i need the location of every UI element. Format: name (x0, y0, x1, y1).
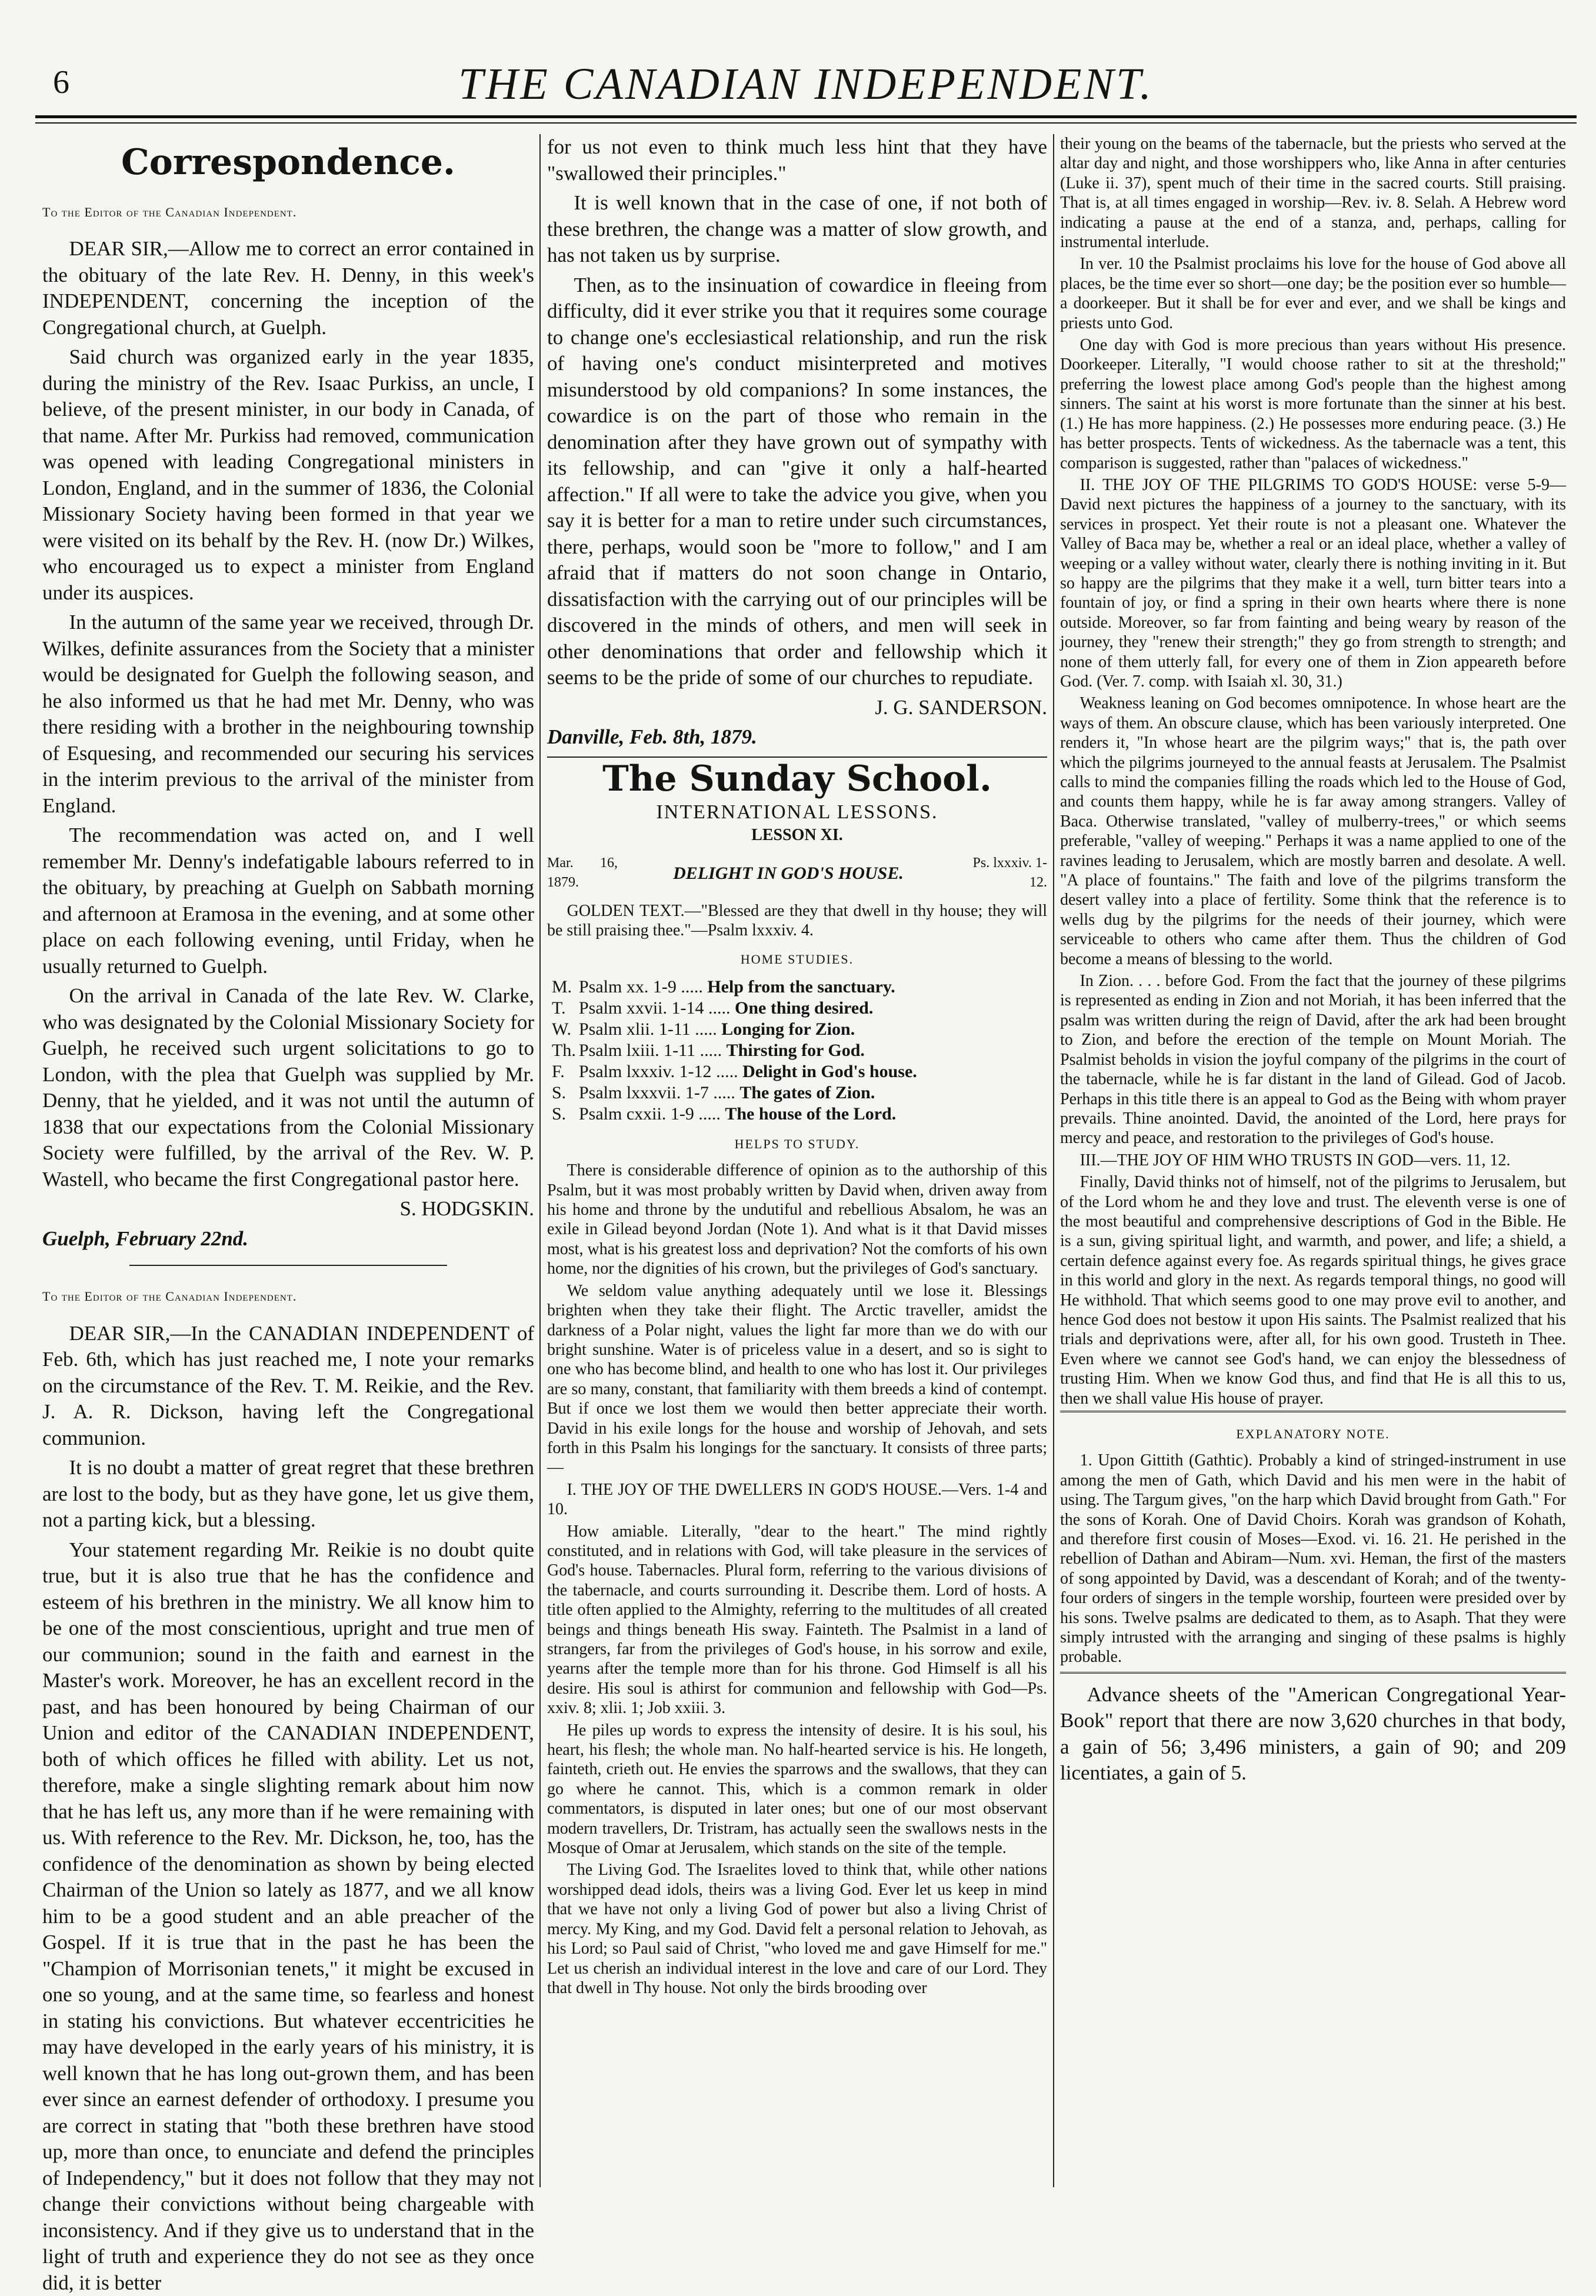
study-item: M. Psalm xx. 1-9 ..... Help from the sanctuary. (552, 977, 1047, 998)
lesson-number: LESSON XI. (547, 825, 1047, 845)
helps-paragraph: Finally, David thinks not of himself, not of the pilgrims to Jerusalem, but of the Lord whom he and they love and trust. The eleventh verse is one of the most beautiful and comprehensive descriptions of God in the Bible. He is a sun, giving spiritual light, and warmth, and power, and life; a shield, a certain defence against every foe. As regards spiritual things, he gives grace in this world and glory in the next. As regards temporal things, no good will He withhold. That which seems good to one may prove evil to another, and hence God does not bestow it upon His saints. The Psalmist realized that his trials and deprivations were, after all, for his own good. Trusteth in Thee. Even where we cannot see God's hand, we can enjoy the blessedness of trusting Him. When we know God thus, and find that He is all this to us, then we shall value His house of prayer. (1060, 1172, 1566, 1408)
helps-paragraph: III.—THE JOY OF HIM WHO TRUSTS IN GOD—vers. 11, 12. (1060, 1151, 1566, 1170)
correspondence-title: Correspondence. (42, 149, 534, 176)
study-item: F. Psalm lxxxiv. 1-12 ..... Delight in God's house. (552, 1061, 1047, 1082)
helps-paragraph: In Zion. . . . before God. From the fact that the journey of these pilgrims is represented as ending in Zion and not Moriah, it has been inferred that the psalm was written during the reign of David, after the ark had been brought to Zion, and before the erection of the temple on Mount Moriah. The Psalmist beholds in vision the joyful company of the pilgrims in the court of the tabernacle, while he is far distant in the land of Gilead. God of Jacob. Perhaps in this title there is an appeal to God as the Being with whom prayer prevails. Thine anointed. David, the anointed of the Lord, here prays for mercy and peace, and restoration to the privileges of God's house. (1060, 971, 1566, 1148)
explanatory-note-box (1060, 1411, 1566, 1674)
helps-paragraph: their young on the beams of the tabernacle, but the priests who served at the altar day and night, and those worshippers who, like Anna in after centuries (Luke ii. 37), spent much of their time in the sacred courts. Still praising. That is, at all times engaged in worship—Rev. iv. 8. Selah. A Hebrew word indicating a pause at the end of a stanza, and, perhaps, calling for instrumental interlude. (1060, 134, 1566, 252)
page-header (35, 59, 1577, 118)
explanatory-note: 1. Upon Gittith (Gathtic). Probably a kind of stringed-instrument in use among the men of Gath, which David and his men were in the habit of using. The Targum gives, "on the harp which David brought from Gath." For the sons of Korah. One of David Choirs. Korah was grandson of Kohath, and therefore first cousin of Moses—Exod. vi. 16. 21. He perished in the rebellion of Dathan and Abiram—Num. xvi. Heman, the first of the masters of song appointed by David, was a descendant of Korah; and of the twenty-four orders of singers in the temple worship, fourteen were presided over by his sons. Twelve psalms are dedicated to them, as to Asaph. That they were simply intrusted with the arranging and singing of these psalms is highly probable. (1060, 1451, 1566, 1667)
study-item: T. Psalm xxvii. 1-14 ..... One thing desired. (552, 998, 1047, 1019)
golden-text: GOLDEN TEXT.—"Blessed are they that dwell in thy house; they will be still praising thee."—Psalm lxxxiv. 4. (547, 901, 1047, 941)
letter-paragraph: The recommendation was acted on, and I well remember Mr. Denny's indefatigable labours referred to in the obituary, by preaching at Guelph on Sabbath morning and afternoon at Eramosa in the evening, and at some other place on each following evening, until Friday, when he usually returned to Guelph. (42, 822, 534, 979)
advance-sheets-notice: Advance sheets of the "American Congregational Year-Book" report that there are now 3,620 churches in that body, a gain of 56; 3,496 ministers, a gain of 90; and 209 licentiates, a gain of 5. (1060, 1682, 1566, 1787)
letter-paragraph: Then, as to the insinuation of cowardice in fleeing from difficulty, did it ever strike you that it requires some courage to change one's ecclesiastical relationship, and run the risk of having one's conduct misinterpreted and motives misunderstood by old companions? In some instances, the cowardice is on the part of those who remain in the denomination after they have grown out of sympathy with its fellowship, and can "give it only a half-hearted affection." If all were to take the advice you give, when you say it is better for a man to retire under such circumstances, there, perhaps, would soon be "more to follow," and I am afraid that if matters do not soon change in Ontario, dissatisfaction with the carrying out of our principles will be discovered in the minds of others, and men will seek in other denominations that order and fellowship which it seems to be the pride of some of our churches to repudiate. (547, 272, 1047, 691)
home-studies-heading: HOME STUDIES. (547, 949, 1047, 969)
helps-heading: HELPS TO STUDY. (547, 1134, 1047, 1154)
column-2 (547, 134, 1047, 2205)
explanatory-note-heading: EXPLANATORY NOTE. (1060, 1424, 1566, 1444)
letter-paragraph: DEAR SIR,—In the CANADIAN INDEPENDENT of Feb. 6th, which has just reached me, I note your remarks on the circumstance of the Rev. T. M. Reikie, and the Rev. J. A. R. Dickson, having left the Congregational communion. (42, 1321, 534, 1452)
letter-paragraph: In the autumn of the same year we received, through Dr. Wilkes, definite assurances from the Society that a minister would be designated for Guelph the following season, and he also informed us that he had met Mr. Denny, who was there residing with a brother in the neighbouring township of Esquesing, and recommended our securing his services in the interim previous to the arrival of the minister from England. (42, 609, 534, 819)
helps-paragraph: Weakness leaning on God becomes omnipotence. In whose heart are the ways of them. An obscure clause, which has been variously interpreted. One renders it, "In whose heart are the pilgrim ways;" that is, the path over which the pilgrims journeyed to the annual feasts at Jerusalem. The Psalmist calls to mind the companies filling the roads which led to the House of God, and counts them happy, while he is far away among strangers. Valley of Baca. Otherwise translated, "valley of mulberry-trees," or which seems preferable, "valley of weeping." Perhaps it was a name applied to one of the ravines leading to Jerusalem, which are mostly barren and desolate. A well. "A place of fountains." The faith and love of the pilgrims transform the desert valley into a place of fertility. Some think that the reference is to wells dug by the pilgrims for the needs of their journey, which were serviceable to others who came after them. Thus the children of God become a means of blessing to the world. (1060, 694, 1566, 969)
study-item: W. Psalm xlii. 1-11 ..... Longing for Zion. (552, 1019, 1047, 1040)
letter-dateline: Danville, Feb. 8th, 1879. (547, 724, 1047, 751)
letter-paragraph: On the arrival in Canada of the late Rev. W. Clarke, who was designated by the Colonial Missionary Society for Guelph, he received such urgent solicitations to go to London, with the plea that Guelph was supplied by Mr. Denny, that he yielded, and it was not until the autumn of 1838 that our expectations from the Colonial Missionary Society were fulfilled, by the arrival of the Rev. W. P. Wastell, who became the first Congregational pastor here. (42, 983, 534, 1192)
helps-paragraph: He piles up words to express the intensity of desire. It is his soul, his heart, his flesh; the whole man. No half-hearted service is his. He longeth, fainteth, crieth out. He envies the sparrows and the swallows, that they can go where he cannot. This, which is a common remark in older commentators, is disputed in later ones; but one of our most observant modern travellers, Dr. Tristram, has actually seen the swallows nests in the Mosque of Omar at Jerusalem, which stands on the site of the temple. (547, 1721, 1047, 1858)
lesson-title: DELIGHT IN GOD'S HOUSE. (673, 864, 904, 883)
lesson-date: Mar. 16, 1879. (547, 854, 618, 893)
letter-signature: S. HODGSKIN. (42, 1196, 534, 1222)
study-item: Th. Psalm lxiii. 1-11 ..... Thirsting for God. (552, 1040, 1047, 1061)
lesson-block (547, 802, 1047, 1998)
helps-paragraph: We seldom value anything adequately until we lose it. Blessings brighten when they take their flight. The Arctic traveller, amidst the darkness of a Polar night, values the light far more than we do with our bright sunshine. Water is of priceless value in a desert, and so is sight to one who has become blind, and health to one who has lost it. Our privileges are so many, constant, that familiarity with them breeds a kind of contempt. But if once we lost them we would then better appreciate their worth. David in his exile longs for the house and worship of Jehovah, and sets forth in this Psalm his longings for the sanctuary. It consists of three parts;— (547, 1281, 1047, 1478)
helps-paragraph: How amiable. Literally, "dear to the heart." The mind rightly constituted, and in relations with God, will take pleasure in the services of God's house. Tabernacles. Plural form, referring to the various divisions of the tabernacle, and courts surrounding it. Describe them. Lord of hosts. A title often applied to the Almighty, referring to the multitudes of all created beings and things beneath His sway. Fainteth. The Psalmist in a land of strangers, far from the privileges of God's house, in his sorrow and exile, yearns after the temple more than for his throne. God Himself is all his desire. His soul is athirst for communion and fellowship with God—Ps. xxiv. 8; xlii. 1; Job xxiii. 3. (547, 1522, 1047, 1718)
divider (129, 1265, 447, 1266)
column-3 (1060, 134, 1566, 2205)
study-item: S. Psalm cxxii. 1-9 ..... The house of the Lord. (552, 1104, 1047, 1125)
helps-paragraph: One day with God is more precious than years without His presence. Doorkeeper. Literally, "I would choose rather to sit at the threshold;" preferring the lowest place among God's people than the highest among sinners. The saint at his worst is more fortunate than the sinner at his best. (1.) He has more happiness. (2.) He possesses more enduring peace. (3.) He has better prospects. Tents of wickedness. As the tabernacle was a tent, this comparison is suggested, rather than "palaces of wickedness." (1060, 335, 1566, 473)
header-rule-thin (35, 122, 1577, 124)
helps-paragraph: There is considerable difference of opinion as to the authorship of this Psalm, but it was most probably written by David when, driven away from his home and throne by the undutiful and rebellious Absalom, he was an exile in Gilead beyond Jordan (Note 1). And what is it that David misses most, what is his greatest loss and deprivation? Not the comforts of his own home, nor the dignities of his crown, but the privileges of God's sanctuary. (547, 1161, 1047, 1278)
lessons-heading: INTERNATIONAL LESSONS. (547, 802, 1047, 822)
letter-dateline: Guelph, February 22nd. (42, 1226, 534, 1252)
lesson-reference: Ps. lxxxiv. 1-12. (959, 854, 1047, 893)
section-rule (547, 757, 1047, 758)
home-studies-list (552, 977, 1047, 1125)
letter-addressee: To the Editor of the Canadian Independent. (42, 1284, 534, 1310)
letter-signature: J. G. SANDERSON. (547, 695, 1047, 721)
helps-paragraph: I. THE JOY OF THE DWELLERS IN GOD'S HOUSE.—Vers. 1-4 and 10. (547, 1480, 1047, 1519)
letter-paragraph: It is well known that in the case of one, if not both of these brethren, the change was a matter of slow growth, and has not taken us by surprise. (547, 190, 1047, 269)
study-item: S. Psalm lxxxvii. 1-7 ..... The gates of Zion. (552, 1082, 1047, 1104)
letter-paragraph: Your statement regarding Mr. Reikie is no doubt quite true, but it is also true that he has the confidence and esteem of his brethren in the ministry. We all know him to be one of the most conscientious, upright and true men of our communion; sound in the faith and earnest in the Master's work. Moreover, he has an excellent record in the past, and has been honoured by being Chairman of our Union and editor of the CANADIAN INDEPENDENT, both of which offices he filled with ability. Let us not, therefore, make a single slighting remark about him now that he has left us, any more than if he were remaining with us. With reference to the Rev. Mr. Dickson, he, too, has the confidence of the denomination as shown by being elected Chairman of the Union so lately as 1877, and we all know him to be a good student and an able preacher of the Gospel. If it is true that in the past he has been the "Champion of Morrisonian tenets," it might be excused in one so young, and at the same time, so fearless and honest in stating his convictions. But whatever eccentricities he may have developed in the early years of his ministry, it is well known that he has long out-grown them, and has been ever since an earnest defender of orthodoxy. I presume you are correct in stating that "both these brethren have stood up, more than once, to enunciate and defend the principles of Independency," but it does not follow that they may not change their convictions without being chargeable with inconsistency. And if they give us to understand that in the light of truth and experience they do not see as they once did, it is better (42, 1537, 534, 2296)
column-divider (1053, 134, 1054, 2187)
helps-paragraph: In ver. 10 the Psalmist proclaims his love for the house of God above all places, be the time ever so short—one day; be the position ever so humble—a doorkeeper. But it shall be for ever and ever, and we shall be kings and priests unto God. (1060, 254, 1566, 333)
letter-paragraph: It is no doubt a matter of great regret that these brethren are lost to the body, but as they have gone, let us give them, not a parting kick, but a blessing. (42, 1455, 534, 1534)
sunday-school-title: The Sunday School. (547, 766, 1047, 792)
letter-paragraph: for us not even to think much less hint that they have "swallowed their principles." (547, 134, 1047, 186)
helps-paragraph: The Living God. The Israelites loved to think that, while other nations worshipped dead idols, theirs was a living God. Ever let us keep in mind that we have not only a living God of power but also a living Christ of mercy. My King, and my God. David felt a personal relation to Jehovah, as his Lord; so Paul said of Christ, "who loved me and gave Himself for me." Let us cherish an individual interest in the love and care of our Lord. They that dwell in Thy house. Not only the birds brooding over (547, 1860, 1047, 1998)
lesson-line (547, 854, 1047, 893)
page-number: 6 (53, 64, 69, 101)
letter-addressee: To the Editor of the Canadian Independent. (42, 199, 534, 226)
letter-paragraph: Said church was organized early in the year 1835, during the ministry of the Rev. Isaac Purkiss, an uncle, I believe, of the present minister, in our body in Canada, of that name. After Mr. Purkiss had removed, communication was opened with leading Congregational ministers in London, England, and in the summer of 1836, the Colonial Missionary Society having been formed in that year we were visited on its behalf by the Rev. H. (now Dr.) Wilkes, who encouraged us to expect a minister from England under its auspices. (42, 344, 534, 606)
column-divider (539, 134, 541, 2187)
column-1 (42, 134, 534, 2199)
masthead: THE CANADIAN INDEPENDENT. (35, 59, 1577, 110)
helps-continued (1060, 134, 1566, 1674)
letter-paragraph: DEAR SIR,—Allow me to correct an error contained in the obituary of the late Rev. H. Denny, in this week's INDEPENDENT, concerning the inception of the Congregational church, at Guelph. (42, 236, 534, 341)
header-rule (35, 115, 1577, 118)
helps-paragraph: II. THE JOY OF THE PILGRIMS TO GOD'S HOUSE: verse 5-9—David next pictures the happiness of a journey to the sanctuary, with its services in prospect. Yet their route is not a pleasant one. Whatever the Valley of Baca may be, whether a real or an ideal place, whether a valley of weeping or a valley without water, clearly there is nothing inviting in it. But so happy are the pilgrims that they make it a well, turn bitter tears into a fountain of joy, or find a spring in their own hearts where there is none outside. Moreover, so far from fainting and being weary by reason of the journey, they "renew their strength;" they go from strength to strength; and none of them utterly fall, for every one of them in Zion appeareth before God. (Ver. 7. comp. with Isaiah xl. 30, 31.) (1060, 475, 1566, 691)
